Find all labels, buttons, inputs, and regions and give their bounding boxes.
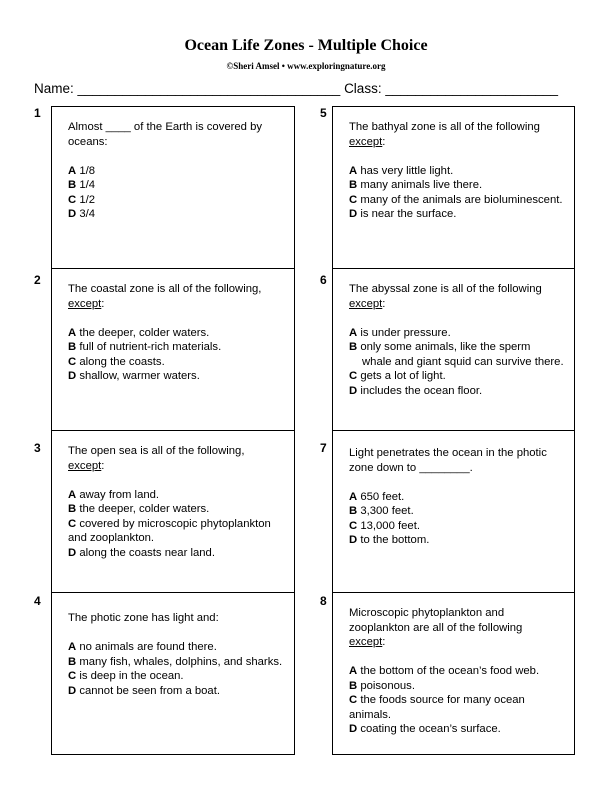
option-c[interactable]: C 1/2: [68, 193, 96, 206]
question-text: The open sea is all of the following, except:: [68, 445, 245, 472]
question-number: 1: [34, 106, 41, 120]
option-a[interactable]: A has very little light.: [349, 164, 454, 177]
option-b[interactable]: B 3,300 feet.: [349, 505, 414, 517]
option-c[interactable]: C covered by microscopic phytoplankton and zooplankton.: [68, 517, 271, 544]
option-b[interactable]: B many fish, whales, dolphins, and sharks.: [68, 655, 283, 668]
option-d[interactable]: D along the coasts near land.: [68, 546, 215, 559]
class-field[interactable]: Class: _______________________: [344, 81, 559, 96]
option-b[interactable]: B 1/4: [68, 179, 96, 191]
name-class-line: [34, 81, 558, 96]
question-box-1: [51, 106, 295, 269]
option-d[interactable]: D 3/4: [68, 208, 96, 220]
option-c[interactable]: C is deep in the ocean.: [68, 670, 184, 682]
name-field[interactable]: Name: ___________________________________: [34, 81, 341, 96]
option-d[interactable]: D to the bottom.: [349, 534, 430, 546]
option-c[interactable]: C along the coasts.: [68, 355, 165, 368]
option-b[interactable]: B the deeper, colder waters.: [68, 503, 210, 515]
question-box-7: [332, 430, 575, 593]
option-d[interactable]: D coating the ocean’s surface.: [349, 723, 501, 735]
credit-line: ©Sheri Amsel • www.exploringnature.org: [226, 61, 386, 71]
question-box-5: [332, 106, 575, 269]
question-box-3: [51, 430, 295, 593]
option-a[interactable]: A 650 feet.: [349, 490, 405, 503]
option-d[interactable]: D cannot be seen from a boat.: [68, 684, 220, 697]
question-number: 3: [34, 441, 41, 455]
option-c[interactable]: C many of the animals are bioluminescent.: [349, 193, 563, 206]
question-text: Microscopic phytoplankton and zooplankton are all of the following except:: [349, 607, 523, 648]
worksheet-title: Ocean Life Zones - Multiple Choice: [184, 37, 428, 54]
question-text: Almost ____ of the Earth is covered by oceans:: [68, 121, 263, 148]
question-text: Light penetrates the ocean in the photic zone down to ________.: [349, 447, 547, 474]
option-a[interactable]: A no animals are found there.: [68, 641, 217, 653]
question-text: The coastal zone is all of the following, except:: [68, 283, 262, 310]
option-a[interactable]: A the bottom of the ocean’s food web.: [349, 665, 540, 677]
option-a[interactable]: A is under pressure.: [349, 326, 451, 339]
question-text: The abyssal zone is all of the following except:: [349, 283, 542, 310]
question-text: The bathyal zone is all of the following except:: [349, 121, 540, 148]
question-box-4: [51, 592, 295, 755]
option-a[interactable]: A 1/8: [68, 164, 96, 177]
question-box-8: [332, 592, 575, 755]
option-c[interactable]: C the foods source for many ocean animals.: [349, 694, 525, 721]
option-c[interactable]: C 13,000 feet.: [349, 519, 420, 532]
question-box-6: [332, 268, 575, 431]
question-box-2: [51, 268, 295, 431]
option-d[interactable]: D is near the surface.: [349, 208, 457, 220]
option-c[interactable]: C gets a lot of light.: [349, 370, 446, 382]
question-number: 5: [320, 106, 327, 120]
option-d[interactable]: D includes the ocean floor.: [349, 384, 483, 397]
question-number: 7: [320, 441, 327, 455]
question-number: 8: [320, 594, 327, 608]
option-b[interactable]: B full of nutrient-rich materials.: [68, 341, 222, 353]
option-b[interactable]: B only some animals, like the sperm whale and giant squid can survive there.: [349, 341, 564, 368]
option-b[interactable]: B many animals live there.: [349, 179, 483, 191]
option-a[interactable]: A the deeper, colder waters.: [68, 326, 210, 339]
option-d[interactable]: D shallow, warmer waters.: [68, 370, 200, 382]
question-text: The photic zone has light and:: [68, 612, 219, 624]
question-number: 4: [34, 594, 41, 608]
question-number: 6: [320, 273, 327, 287]
option-a[interactable]: A away from land.: [68, 488, 160, 501]
option-b[interactable]: B poisonous.: [349, 679, 415, 692]
question-number: 2: [34, 273, 41, 287]
